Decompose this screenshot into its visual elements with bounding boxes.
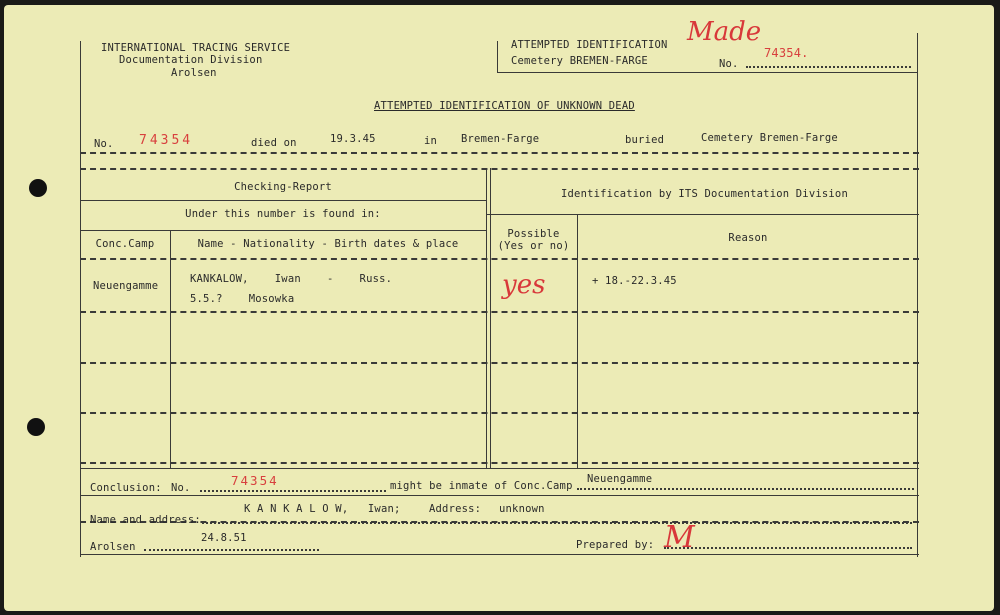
address-value: unknown bbox=[499, 503, 545, 515]
conclusion-label: Conclusion: bbox=[90, 482, 162, 494]
rule-bottom bbox=[80, 554, 919, 555]
col-reason-header: Reason bbox=[728, 232, 768, 244]
row1-name-line1: KANKALOW, Iwan - Russ. bbox=[190, 273, 393, 285]
footer-date-dots bbox=[144, 549, 319, 551]
box-no-label: No. bbox=[719, 58, 739, 70]
record-in-label: in bbox=[424, 135, 438, 147]
col-camp-header: Conc.Camp bbox=[95, 238, 155, 250]
conclusion-no-label: No. bbox=[171, 482, 191, 494]
record-in-value: Bremen-Farge bbox=[461, 133, 540, 145]
org-line1: INTERNATIONAL TRACING SERVICE bbox=[101, 42, 291, 54]
rule-row4 bbox=[80, 462, 919, 464]
rule-checking bbox=[80, 200, 486, 201]
form-title: ATTEMPTED IDENTIFICATION OF UNKNOWN DEAD bbox=[374, 100, 635, 112]
header-box-right bbox=[917, 33, 918, 73]
row1-camp: Neuengamme bbox=[93, 280, 159, 292]
record-buried-value: Cemetery Bremen-Farge bbox=[701, 132, 838, 144]
checking-report-title: Checking-Report bbox=[234, 181, 332, 193]
conclusion-might: might be inmate of Conc.Camp bbox=[390, 480, 573, 492]
box-no-dots bbox=[746, 66, 911, 68]
header-box-left bbox=[497, 41, 498, 73]
header-box-bottom bbox=[497, 72, 917, 73]
rule-table-bottom bbox=[80, 468, 919, 469]
punch-hole-top bbox=[29, 179, 47, 197]
rule-header-bottom bbox=[80, 258, 919, 260]
name-address-label: Name and address: bbox=[90, 514, 201, 526]
footer-place: Arolsen bbox=[90, 541, 136, 553]
rule-1 bbox=[80, 152, 919, 154]
rule-row2 bbox=[80, 362, 919, 364]
col-possible-header: Possible bbox=[507, 228, 560, 240]
record-no-label: No. bbox=[94, 138, 114, 150]
box-no-value: 74354. bbox=[764, 46, 809, 60]
col-name-header: Name - Nationality - Birth dates & place bbox=[197, 238, 459, 250]
name-address-value: K A N K A L O W, Iwan; bbox=[244, 503, 401, 515]
box-cemetery: Cemetery BREMEN-FARGE bbox=[511, 55, 648, 67]
rule-ident bbox=[486, 214, 919, 215]
record-buried-label: buried bbox=[625, 134, 665, 146]
org-line2: Documentation Division bbox=[119, 54, 263, 66]
record-died-label: died on bbox=[251, 137, 297, 149]
identification-card bbox=[4, 5, 994, 611]
rule-under bbox=[80, 230, 486, 231]
ident-title: Identification by ITS Documentation Division bbox=[561, 188, 848, 200]
prepared-dots bbox=[664, 547, 912, 549]
rule-row3 bbox=[80, 412, 919, 414]
prepared-signature: M bbox=[664, 520, 695, 555]
conclusion-no-value: 74354 bbox=[231, 473, 279, 488]
row1-possible: yes bbox=[502, 270, 546, 300]
conclusion-camp-value: Neuengamme bbox=[587, 473, 653, 485]
left-border bbox=[80, 41, 81, 557]
conclusion-no-dots bbox=[200, 490, 386, 492]
col-divider-camp bbox=[170, 230, 171, 468]
checking-report-subtitle: Under this number is found in: bbox=[185, 208, 381, 220]
row1-name-line2: 5.5.? Mosowka bbox=[190, 293, 295, 305]
footer-date: 24.8.51 bbox=[201, 532, 247, 544]
col-divider-main-2 bbox=[490, 168, 491, 468]
col-divider-possible bbox=[577, 214, 578, 468]
conclusion-camp-dots bbox=[577, 488, 914, 490]
org-line3: Arolsen bbox=[171, 67, 217, 79]
right-border bbox=[917, 73, 918, 557]
handwritten-stamp: Made bbox=[687, 17, 762, 47]
col-divider-main bbox=[486, 168, 487, 468]
prepared-label: Prepared by: bbox=[576, 539, 655, 551]
col-possible-sub: (Yes or no) bbox=[497, 240, 570, 252]
punch-hole-bottom bbox=[27, 418, 45, 436]
address-label: Address: bbox=[429, 503, 482, 515]
box-title: ATTEMPTED IDENTIFICATION bbox=[511, 39, 668, 51]
row1-reason: + 18.-22.3.45 bbox=[592, 275, 677, 287]
record-no-value: 74354 bbox=[139, 133, 194, 148]
rule-conclusion bbox=[80, 495, 919, 496]
rule-row1 bbox=[80, 311, 919, 313]
rule-2 bbox=[80, 168, 919, 170]
record-died-value: 19.3.45 bbox=[330, 133, 376, 145]
name-address-dots bbox=[202, 522, 912, 524]
